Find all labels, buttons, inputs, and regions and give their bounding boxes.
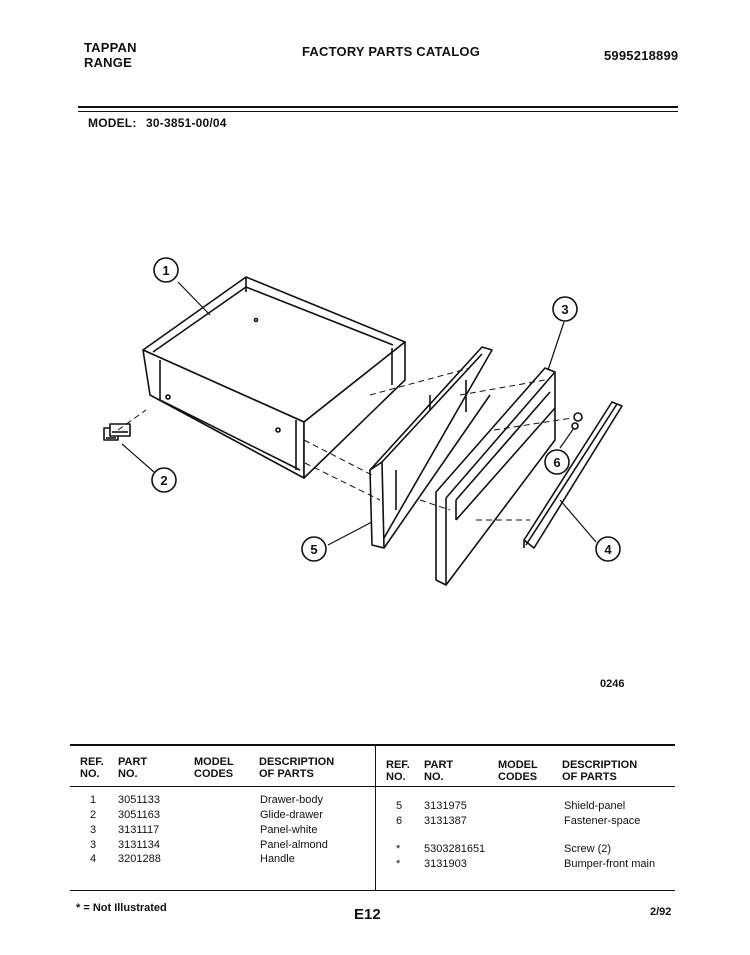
col-ref-left: REF. NO. [80,756,104,780]
fastener-part [572,413,582,429]
callout-label-4: 4 [604,542,612,557]
table-row: 3 3131134 Panel-almond [90,839,328,851]
table-rule-bottom [70,890,675,891]
table-row: 3 3131117 Panel-white [90,824,318,836]
drawer-body-part [143,277,405,478]
catalog-title: FACTORY PARTS CATALOG [302,44,481,59]
callout-label-3: 3 [561,302,569,317]
col-model-left: MODEL CODES [194,756,234,780]
callout-label-5: 5 [310,542,318,557]
catalog-number: 5995218899 [604,48,679,63]
callout-label-1: 1 [162,263,170,278]
glide-drawer-part [104,424,130,440]
callout-label-2: 2 [160,473,168,488]
table-row: 1 3051133 Drawer-body [90,794,323,806]
table-divider [375,746,376,891]
table-rule-header [70,786,675,787]
callout-label-6: 6 [553,455,561,470]
table-row: 2 3051163 Glide-drawer [90,809,323,821]
page-number: E12 [354,906,381,923]
col-part-left: PART NO. [118,756,148,780]
brand-line-2: RANGE [84,55,132,70]
table-row: * 3131903 Bumper-front main [396,858,656,870]
col-model-right: MODEL CODES [498,759,538,783]
model-number: 30-3851-00/04 [146,116,227,130]
model-label: MODEL: [88,116,137,130]
figure-code: 0246 [600,678,625,690]
table-rule-top [70,744,675,746]
col-part-right: PART NO. [424,759,454,783]
footnote: * = Not Illustrated [76,902,167,914]
col-desc-right: DESCRIPTION OF PARTS [562,759,638,783]
table-row: * 5303281651 Screw (2) [396,843,612,855]
table-row: 5 3131975 Shield-panel [396,800,626,812]
col-desc-left: DESCRIPTION OF PARTS [259,756,335,780]
brand-line-1: TAPPAN [84,40,137,55]
table-row: 4 3201288 Handle [90,853,295,865]
col-ref-right: REF. NO. [386,759,410,783]
revision-date: 2/92 [650,906,672,918]
table-row: 6 3131387 Fastener-space [396,815,641,827]
